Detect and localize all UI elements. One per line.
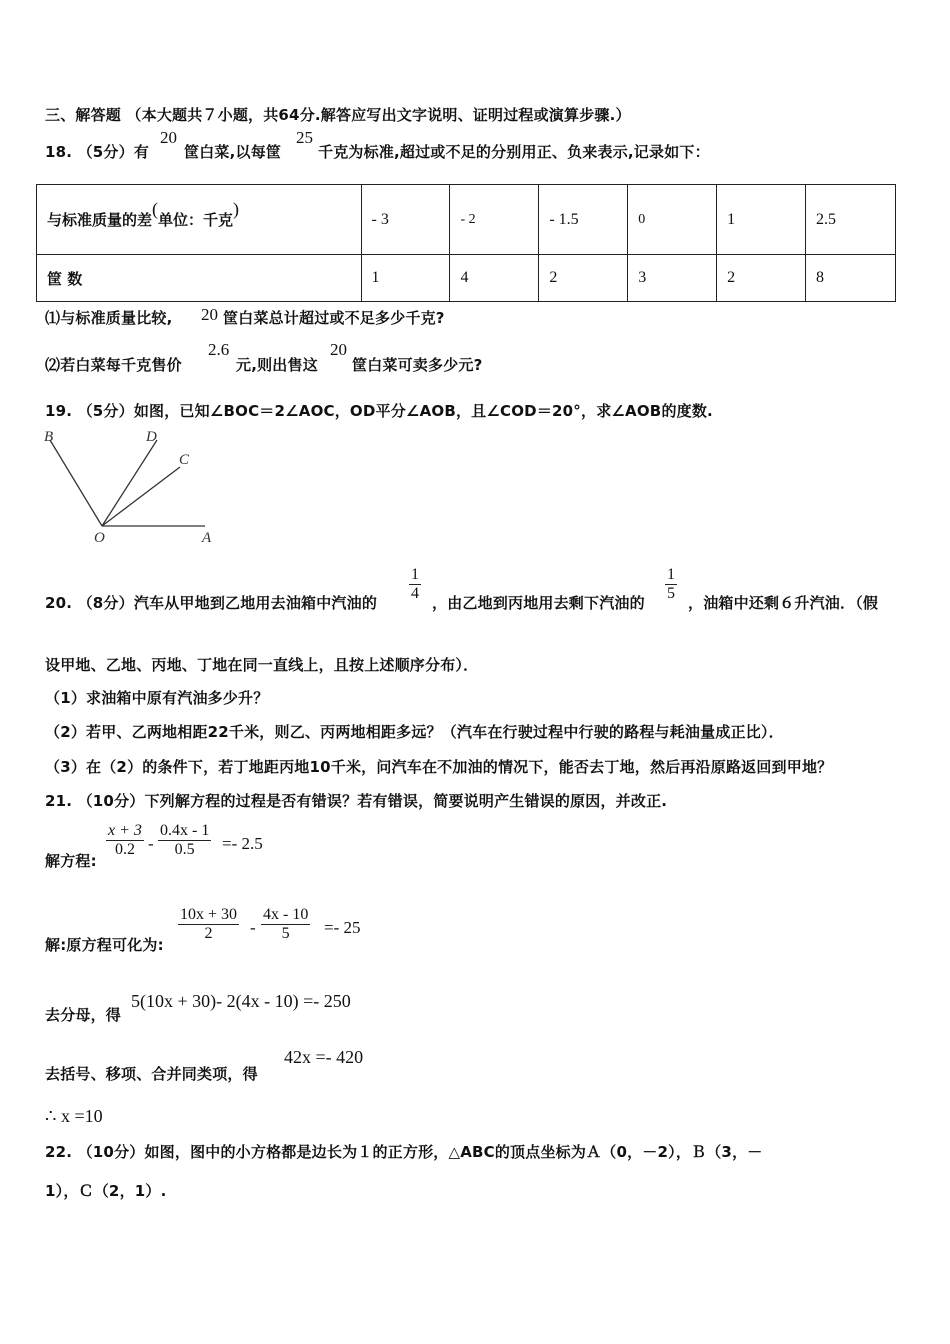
- q18-num-20: 20: [160, 128, 177, 147]
- frac-denominator: 0.2: [106, 840, 144, 859]
- q18-lead-a: 18. （5分）有: [45, 143, 150, 161]
- table-cell: 0: [628, 185, 717, 255]
- header-unit-text: 单位：千克: [158, 211, 234, 229]
- table-cell: 4: [450, 255, 539, 302]
- q20-sub3: （3）在（2）的条件下，若丁地距丙地10千米，问汽车在不加油的情况下，能否去丁地，然后再沿原路返回到甲地？: [45, 758, 833, 776]
- frac-numerator: 1: [667, 566, 675, 583]
- eq4: 42x =- 420: [284, 1047, 364, 1067]
- q20-fraction-1: [409, 566, 421, 603]
- label-d: D: [146, 429, 157, 445]
- q21-solve-label: 解方程:: [45, 852, 97, 870]
- q21-step2-label: 去分母，得: [45, 1006, 122, 1024]
- q22-line1: 22. （10分）如图，图中的小方格都是边长为１的正方形，△ABC的顶点坐标为Ａ（0，－2），Ｂ（3，－: [45, 1143, 763, 1161]
- ray-ob: [50, 440, 102, 526]
- q18-part2-a: ⑵若白菜每千克售价: [45, 356, 182, 374]
- section-title: 三、解答题 （本大题共７小题，共64分.解答应写出文字说明、证明过程或演算步骤.）: [45, 106, 631, 124]
- eq2-rhs: =- 25: [324, 918, 361, 937]
- q19-text: 19. （5分）如图，已知∠BOC＝2∠AOC，OD平分∠AOB，且∠COD＝20°，求∠AOB的度数.: [45, 402, 713, 420]
- q18-data-table: [36, 184, 896, 302]
- eq1-rhs: =- 2.5: [222, 834, 263, 853]
- q20-line1-b: ，由乙地到丙地用去剩下汽油的: [432, 594, 645, 612]
- q20-fraction-2: [665, 566, 677, 603]
- frac-numerator: 4x - 10: [263, 906, 309, 923]
- paren-open: (: [152, 199, 159, 219]
- q18-lead-b: 筐白菜,以每筐: [184, 143, 282, 161]
- q18-part1-b: 筐白菜总计超过或不足多少千克?: [223, 309, 445, 327]
- q19-angle-figure: [40, 425, 230, 550]
- table-cell: 8: [806, 255, 896, 302]
- eq3: 5(10x + 30)- 2(4x - 10) =- 250: [131, 991, 351, 1011]
- table-row: [37, 185, 896, 255]
- frac-numerator: 1: [411, 566, 419, 583]
- eq2-minus: -: [250, 918, 256, 937]
- eq2-fraction-1: [178, 906, 239, 943]
- q20-line1-c: ，油箱中还剩６升汽油．（假: [688, 594, 879, 612]
- q22-line2: 1），Ｃ（2，1）.: [45, 1182, 167, 1200]
- q18-lead-c: 千克为标准,超过或不足的分别用正、负来表示,记录如下：: [318, 143, 710, 161]
- q18-part2-b: 元,则出售这: [236, 356, 318, 374]
- eq2-fraction-2: [261, 906, 310, 943]
- table-cell: 1: [717, 185, 806, 255]
- eq1-fraction-1: [106, 822, 144, 859]
- q18-part1-num: 20: [201, 305, 218, 324]
- ray-oc: [102, 467, 180, 526]
- q21-step3-label: 去括号、移项、合并同类项，得: [45, 1065, 258, 1083]
- q20-sub2: （2）若甲、乙两地相距22千米，则乙、丙两地相距多远？（汽车在行驶过程中行驶的路程与耗油量成正比）．: [45, 723, 784, 741]
- table-cell: - 1.5: [539, 185, 628, 255]
- label-o: O: [94, 530, 105, 546]
- label-b: B: [44, 429, 54, 445]
- label-c: C: [179, 452, 190, 468]
- frac-denominator: 2: [178, 924, 239, 943]
- frac-numerator: x + 3: [108, 822, 142, 839]
- frac-denominator: 5: [667, 585, 675, 602]
- frac-denominator: 0.5: [158, 840, 211, 859]
- table-cell: 3: [628, 255, 717, 302]
- q21-step1-label: 解:原方程可化为:: [45, 936, 164, 954]
- table-header-diff: [37, 185, 362, 255]
- q20-sub1: （1）求油箱中原有汽油多少升？: [45, 689, 269, 707]
- table-cell: - 3: [361, 185, 450, 255]
- table-row: [37, 255, 896, 302]
- q20-line2: 设甲地、乙地、丙地、丁地在同一直线上，且按上述顺序分布）．: [45, 656, 479, 674]
- eq1-minus: -: [148, 834, 154, 853]
- ray-od: [102, 440, 157, 526]
- table-cell: - 2: [450, 185, 539, 255]
- table-cell: 2.5: [806, 185, 896, 255]
- frac-numerator: 10x + 30: [180, 906, 238, 923]
- q21-text: 21. （10分）下列解方程的过程是否有错误？若有错误，简要说明产生错误的原因，并改正.: [45, 792, 668, 810]
- table-cell: 2: [717, 255, 806, 302]
- frac-numerator: 0.4x - 1: [160, 822, 210, 839]
- q18-part2-num: 20: [330, 340, 347, 359]
- header-diff-text: 与标准质量的差: [47, 211, 153, 229]
- label-a: A: [202, 530, 212, 546]
- table-cell: 2: [539, 255, 628, 302]
- frac-denominator: 4: [411, 585, 419, 602]
- table-header-count: 筐 数: [37, 255, 362, 302]
- q21-conclusion: ∴ x =10: [45, 1106, 103, 1126]
- q20-line1-a: 20. （8分）汽车从甲地到乙地用去油箱中汽油的: [45, 594, 378, 612]
- q18-part2-c: 筐白菜可卖多少元?: [352, 356, 483, 374]
- frac-denominator: 5: [261, 924, 310, 943]
- paren-close: ): [233, 199, 240, 219]
- q18-part2-price: 2.6: [208, 340, 230, 359]
- q18-part1-a: ⑴与标准质量比较,: [45, 309, 173, 327]
- table-cell: 1: [361, 255, 450, 302]
- q18-num-25: 25: [296, 128, 313, 147]
- eq1-fraction-2: [158, 822, 211, 859]
